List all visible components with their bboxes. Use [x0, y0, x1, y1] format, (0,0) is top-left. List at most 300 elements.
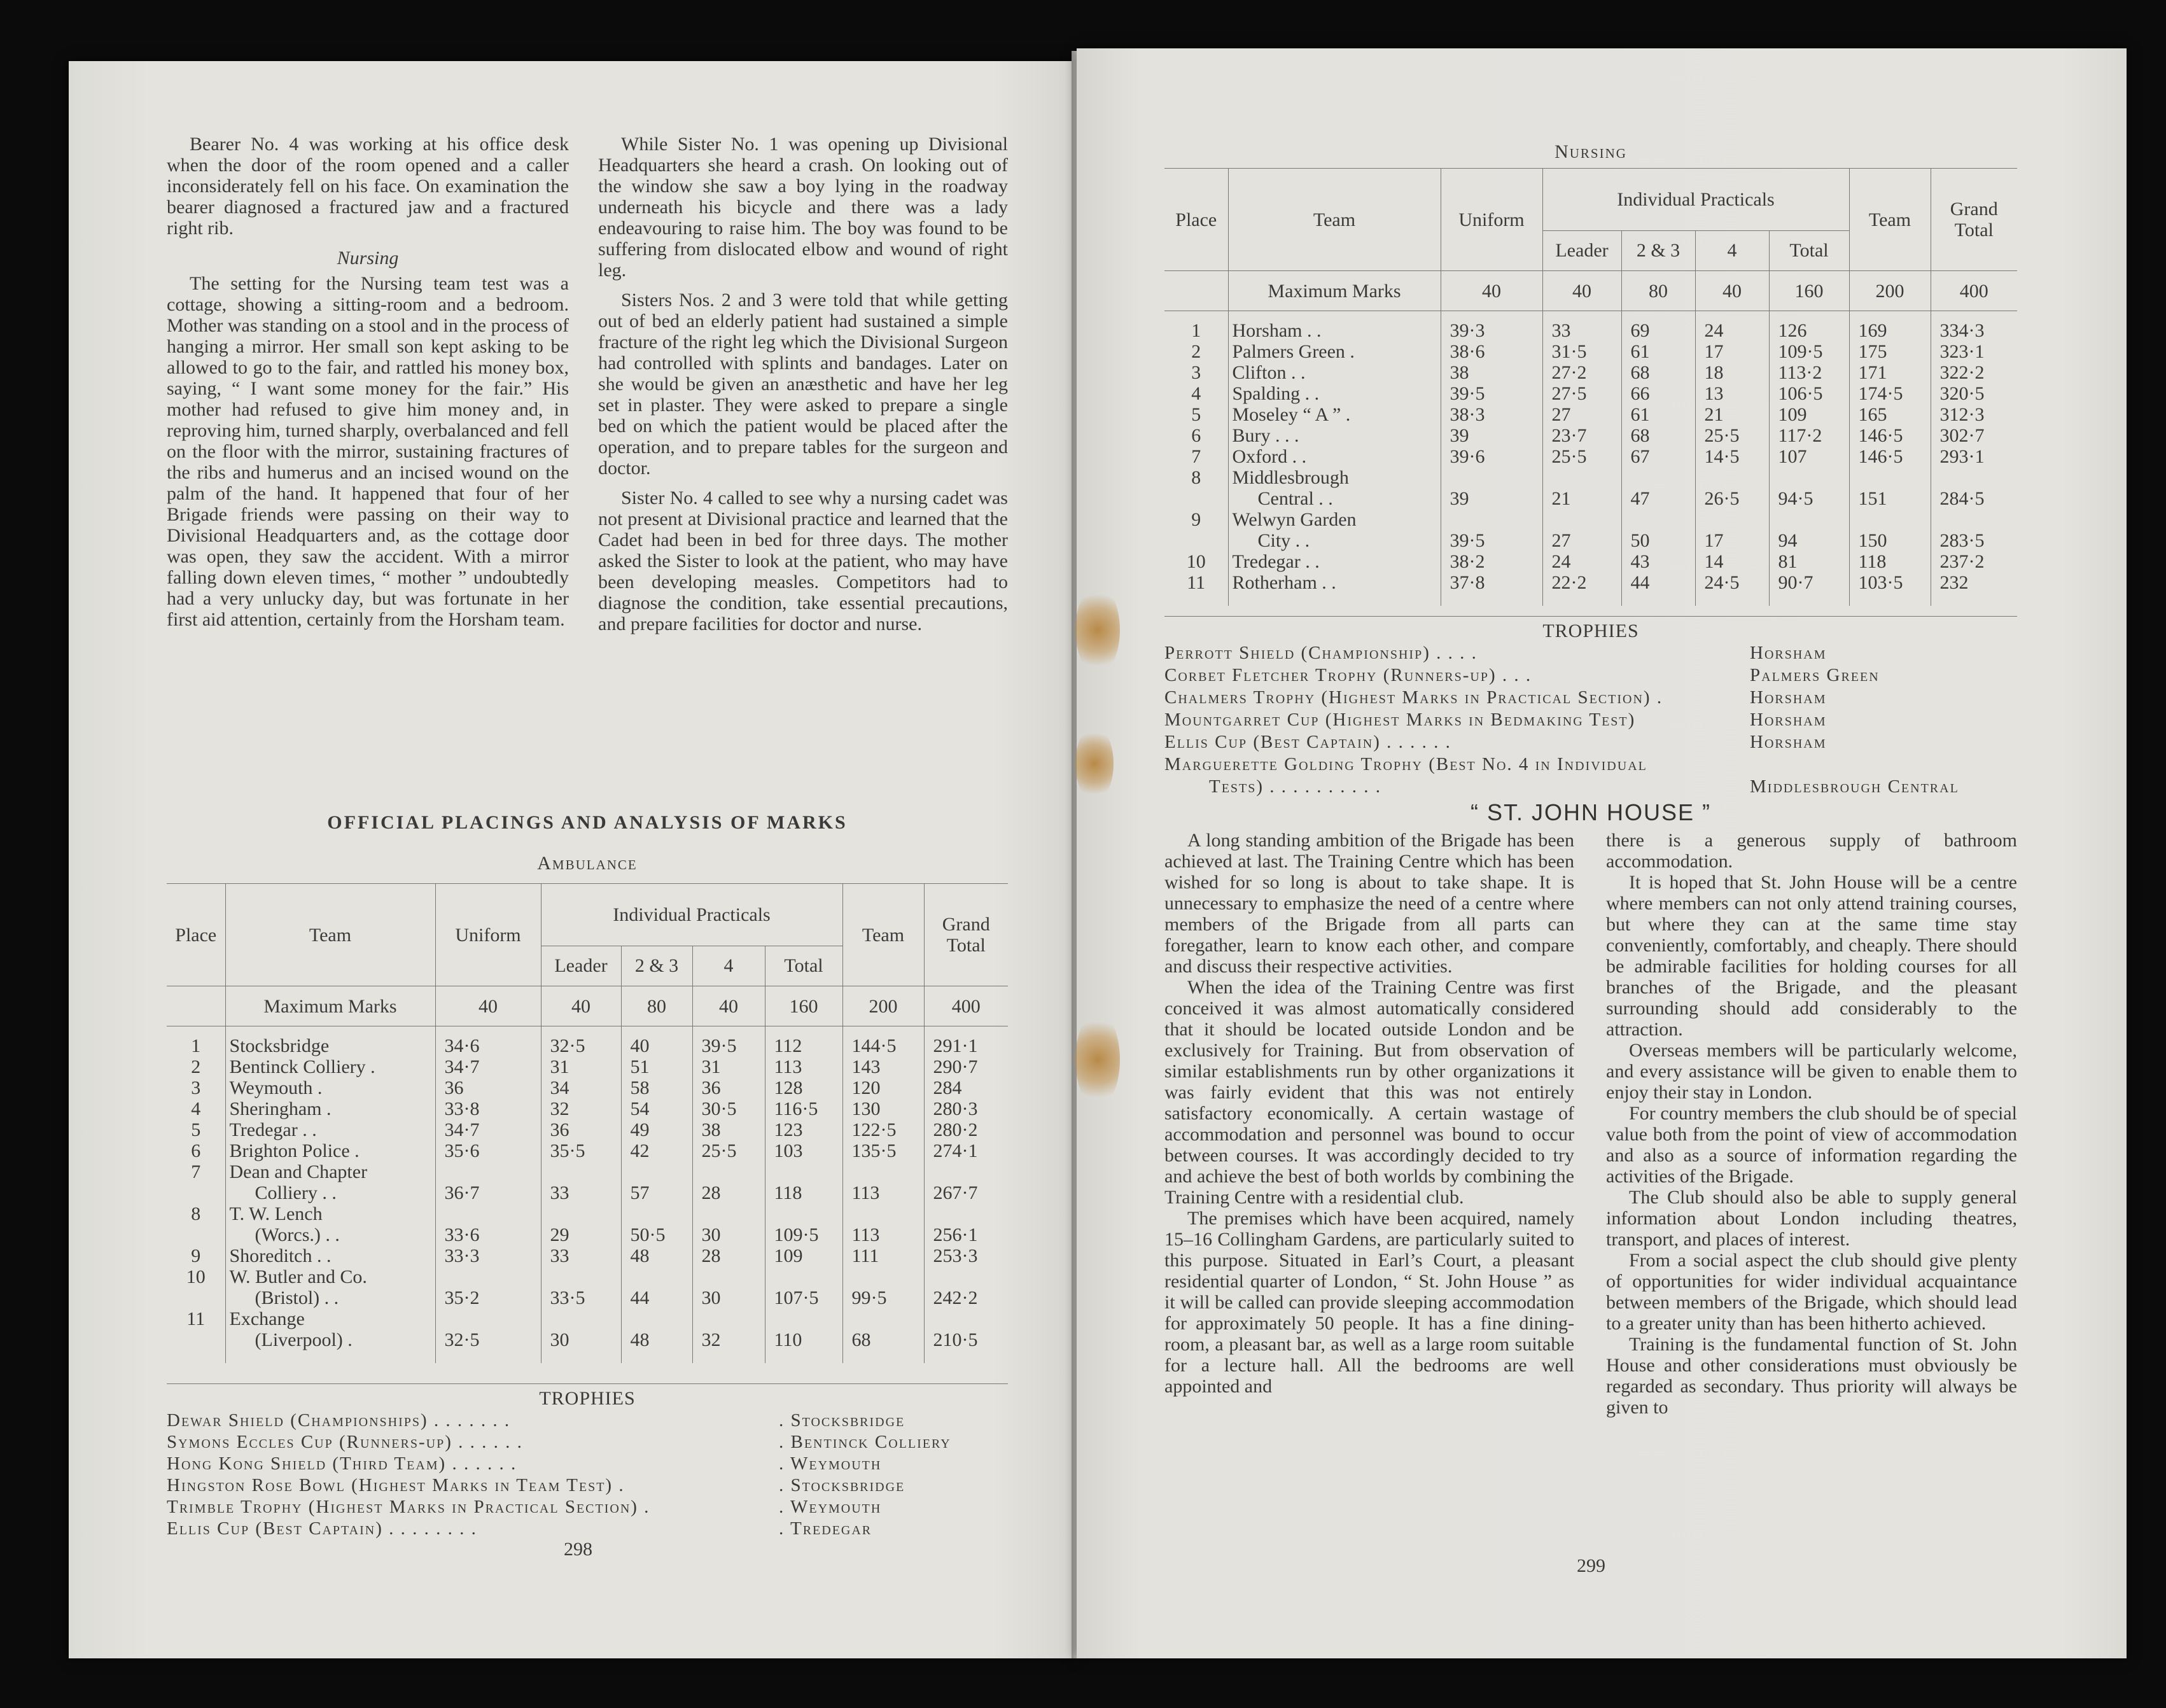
team-name-line: Brighton Police .	[229, 1140, 360, 1161]
table-row	[167, 1077, 1008, 1098]
header-team-marks: Team	[1849, 169, 1931, 271]
trophy-item	[1164, 776, 2017, 798]
trophy-item	[167, 1474, 1008, 1496]
cell-team-marks: 113	[842, 1203, 924, 1245]
cell-total: 109·5	[765, 1203, 842, 1245]
cell-leader: 30	[541, 1308, 621, 1363]
cell-team	[225, 1245, 435, 1266]
trophy-name: Trimble Trophy (Highest Marks in Practical Section) .	[167, 1497, 650, 1517]
cell-leader: 35·5	[541, 1140, 621, 1161]
cell-team-marks: 135·5	[842, 1140, 924, 1161]
cell-team	[225, 1161, 435, 1203]
trophy-winner: Horsham	[1750, 643, 1827, 663]
cell-place: 6	[167, 1140, 225, 1161]
st-john-house-title: “ ST. JOHN HOUSE ”	[1470, 799, 1712, 825]
paragraph: It is hoped that St. John House will be a centre where members can not only attend training courses, but where they can at the same time stay conveniently, comfortably, and cheaply. There should be admirable facilities for holding courses for all branches of the Brigade, and the pleasant surrounding should add considerably to the attraction.	[1606, 872, 2017, 1040]
cell-leader: 33	[541, 1245, 621, 1266]
cell-leader: 27	[1542, 509, 1621, 551]
team-name-line: City . .	[1257, 530, 1310, 551]
cell-two-three: 67	[1621, 446, 1695, 467]
nursing-subheading: Nursing	[337, 248, 399, 269]
cell-place: 11	[1164, 572, 1228, 606]
table-row	[1164, 404, 2017, 425]
cell-team-marks: 150	[1849, 509, 1931, 551]
team-name-line: Bentinck Colliery .	[229, 1056, 375, 1077]
cell-team	[225, 1266, 435, 1308]
cell-team-marks: 171	[1849, 362, 1931, 383]
cell-team	[225, 1203, 435, 1245]
cell-place: 11	[167, 1308, 225, 1363]
trophy-winner: Middlesbrough Central	[1750, 776, 1959, 797]
max-total: 160	[1769, 271, 1849, 311]
trophy-winner: . Weymouth	[779, 1453, 882, 1474]
cell-four: 14·5	[1695, 446, 1769, 467]
cell-team	[225, 1077, 435, 1098]
trophy-item	[167, 1431, 1008, 1453]
cell-uniform: 38·2	[1441, 551, 1542, 572]
nursing-table-wrap	[1164, 168, 2017, 606]
cell-grand-total: 274·1	[933, 1140, 978, 1161]
cell-uniform: 39·5	[1441, 383, 1542, 404]
cell-team-marks: 68	[842, 1308, 924, 1363]
paragraph: Sisters Nos. 2 and 3 were told that while getting out of bed an elderly patient had sustained a simple fracture of the right leg which the Divisional Surgeon had controlled with splints and bandages. Later on she would be given an anæsthetic and have her leg set in plaster. They were asked to prepare a single bed on which the patient would be placed after the operation, and to prepare tables for the surgeon and doctor.	[598, 290, 1008, 479]
team-name-line: Exchange	[229, 1308, 305, 1329]
cell-four: 31	[692, 1056, 765, 1077]
cell-place: 2	[167, 1056, 225, 1077]
cell-place: 2	[1164, 341, 1228, 362]
cell-leader: 33	[541, 1161, 621, 1203]
header-place: Place	[1164, 169, 1228, 271]
cell-total: 128	[765, 1077, 842, 1098]
team-name-line: Welwyn Garden	[1232, 509, 1357, 530]
cell-team-marks: 99·5	[842, 1266, 924, 1308]
cell-grand-total: 323·1	[1939, 341, 1985, 362]
cell-team-marks: 111	[842, 1245, 924, 1266]
cell-team-marks: 151	[1849, 467, 1931, 509]
cell-uniform: 34·6	[435, 1026, 541, 1057]
cell-team-marks: 146·5	[1849, 425, 1931, 446]
team-name-line: Colliery . .	[255, 1182, 337, 1203]
table-row	[167, 1245, 1008, 1266]
cell-grand-total: 312·3	[1939, 404, 1985, 425]
cell-two-three: 57	[621, 1161, 692, 1203]
table-row	[167, 1266, 1008, 1308]
cell-leader: 31·5	[1542, 341, 1621, 362]
header-uniform: Uniform	[1441, 169, 1542, 271]
header-team: Team	[1228, 169, 1441, 271]
cell-uniform: 35·2	[435, 1266, 541, 1308]
left-column-1	[167, 134, 569, 630]
cell-team-marks: 144·5	[842, 1026, 924, 1057]
cell-place: 6	[1164, 425, 1228, 446]
cell-uniform: 33·3	[435, 1245, 541, 1266]
cell-leader: 21	[1542, 467, 1621, 509]
cell-leader: 27·2	[1542, 362, 1621, 383]
right-column-1	[1164, 830, 1574, 1397]
max-2-3: 80	[621, 986, 692, 1026]
cell-team	[1228, 509, 1441, 551]
cell-four: 13	[1695, 383, 1769, 404]
cell-team-marks: 175	[1849, 341, 1931, 362]
cell-team-marks: 130	[842, 1098, 924, 1119]
paragraph: From a social aspect the club should give plenty of opportunities for wider individual acquaintance between members of the Brigade, which should lead to a greater unity than has been hitherto achieved.	[1606, 1250, 2017, 1334]
cell-uniform: 39·5	[1441, 509, 1542, 551]
cell-total: 126	[1769, 311, 1849, 342]
table-row	[1164, 572, 2017, 606]
cell-team-marks: 165	[1849, 404, 1931, 425]
max-team: 200	[1849, 271, 1931, 311]
cell-total: 94·5	[1769, 467, 1849, 509]
cell-team	[225, 1098, 435, 1119]
section-title: OFFICIAL PLACINGS AND ANALYSIS OF MARKS	[327, 812, 848, 833]
page-number-right: 299	[1577, 1555, 1605, 1576]
stain-mark	[1075, 585, 1120, 675]
header-total: Total	[1769, 230, 1849, 270]
trophy-list	[1164, 642, 2017, 798]
cell-place: 7	[167, 1161, 225, 1203]
cell-grand-total: 291·1	[933, 1035, 978, 1056]
cell-total: 118	[765, 1161, 842, 1203]
cell-uniform: 35·6	[435, 1140, 541, 1161]
trophy-name: Symons Eccles Cup (Runners-up) . . . . . .	[167, 1432, 523, 1452]
cell-four: 30	[692, 1203, 765, 1245]
page-number-left: 298	[564, 1539, 592, 1560]
cell-team	[1228, 446, 1441, 467]
cell-grand-total: 320·5	[1939, 383, 1985, 404]
trophy-winner: Horsham	[1750, 732, 1827, 752]
cell-grand-total: 253·3	[933, 1245, 978, 1266]
cell-uniform: 39·3	[1441, 311, 1542, 342]
table-row	[167, 1026, 1008, 1057]
max-marks-label: Maximum Marks	[1228, 271, 1441, 311]
trophy-name: Marguerette Golding Trophy (Best No. 4 in Individual	[1164, 754, 1647, 774]
cell-place: 8	[167, 1203, 225, 1245]
cell-grand-total: 283·5	[1939, 530, 1985, 551]
cell-uniform: 38·6	[1441, 341, 1542, 362]
header-leader: Leader	[1542, 230, 1621, 270]
team-name-line: Stocksbridge	[229, 1035, 330, 1056]
cell-grand-total: 267·7	[933, 1182, 978, 1203]
cell-place: 10	[1164, 551, 1228, 572]
cell-two-three: 61	[1621, 341, 1695, 362]
cell-four: 30·5	[692, 1098, 765, 1119]
header-team: Team	[225, 884, 435, 986]
cell-total: 109·5	[1769, 341, 1849, 362]
cell-leader: 36	[541, 1119, 621, 1140]
cell-place: 10	[167, 1266, 225, 1308]
max-grand-total: 400	[1931, 271, 2017, 311]
team-name-line: Rotherham . .	[1232, 572, 1336, 593]
cell-two-three: 69	[1621, 311, 1695, 342]
team-name-line: Moseley “ A ” .	[1232, 404, 1351, 425]
nursing-table	[1164, 168, 2017, 606]
cell-leader: 24	[1542, 551, 1621, 572]
cell-grand-total: 232	[1939, 572, 1969, 593]
cell-four: 28	[692, 1245, 765, 1266]
header-team-marks: Team	[842, 884, 924, 986]
cell-team-marks: 118	[1849, 551, 1931, 572]
cell-total: 81	[1769, 551, 1849, 572]
cell-grand-total: 210·5	[933, 1329, 978, 1350]
cell-two-three: 50	[1621, 509, 1695, 551]
cell-uniform: 32·5	[435, 1308, 541, 1363]
cell-place: 7	[1164, 446, 1228, 467]
table-row	[1164, 509, 2017, 551]
table-row	[167, 1308, 1008, 1363]
table-row	[1164, 467, 2017, 509]
ambulance-table-wrap	[167, 883, 1008, 1363]
trophy-name: Perrott Shield (Championship) . . . .	[1164, 643, 1478, 663]
trophy-item	[1164, 753, 2017, 776]
cell-four: 21	[1695, 404, 1769, 425]
cell-team	[1228, 572, 1441, 606]
cell-team	[1228, 404, 1441, 425]
cell-uniform: 38	[1441, 362, 1542, 383]
team-name-line: Spalding . .	[1232, 383, 1320, 404]
cell-total: 94	[1769, 509, 1849, 551]
cell-two-three: 47	[1621, 467, 1695, 509]
cell-leader: 27	[1542, 404, 1621, 425]
cell-team-marks: 146·5	[1849, 446, 1931, 467]
table-row	[1164, 383, 2017, 404]
trophy-item	[1164, 709, 2017, 731]
team-name-line: Sheringham .	[229, 1098, 332, 1119]
team-name-line: Tredegar . .	[1232, 551, 1320, 572]
cell-place: 5	[1164, 404, 1228, 425]
max-2-3: 80	[1621, 271, 1695, 311]
trophy-item	[167, 1453, 1008, 1474]
cell-two-three: 42	[621, 1140, 692, 1161]
cell-leader: 25·5	[1542, 446, 1621, 467]
header-2-3: 2 & 3	[621, 946, 692, 986]
cell-team-marks: 120	[842, 1077, 924, 1098]
paragraph: there is a generous supply of bathroom accommodation.	[1606, 830, 2017, 872]
team-name-line: Palmers Green .	[1232, 341, 1355, 362]
cell-four: 18	[1695, 362, 1769, 383]
cell-four: 17	[1695, 341, 1769, 362]
cell-team	[225, 1026, 435, 1057]
trophy-item	[167, 1410, 1008, 1431]
cell-grand-total: 302·7	[1939, 425, 1985, 446]
paragraph: For country members the club should be of special value both from the point of view of accommodation and also as a source of information regarding the activities of the Brigade.	[1606, 1103, 2017, 1187]
cell-two-three: 66	[1621, 383, 1695, 404]
cell-leader: 23·7	[1542, 425, 1621, 446]
cell-grand-total: 322·2	[1939, 362, 1985, 383]
cell-grand-total: 290·7	[933, 1056, 978, 1077]
cell-team-marks: 122·5	[842, 1119, 924, 1140]
trophy-winner: Horsham	[1750, 710, 1827, 730]
table-row	[167, 1119, 1008, 1140]
cell-two-three: 44	[1621, 572, 1695, 606]
cell-team	[225, 1056, 435, 1077]
ambulance-caption: Ambulance	[537, 853, 638, 874]
cell-team-marks: 103·5	[1849, 572, 1931, 606]
cell-place: 9	[167, 1245, 225, 1266]
paragraph: The setting for the Nursing team test was a cottage, showing a sitting-room and a bedroom. Mother was standing on a stool and in the process of hanging a mirror. Her small son kept asking to be allowed to go to the fair, and rattled his money box, saying, “ I want some money for the fair.” His mother had refused to give him money and, in reproving him, turned sharply, overbalanced and fell on the floor with the mirror, sustaining fractures of the ribs and humerus and an incised wound on the palm of the hand. It happened that four of her Brigade friends were passing on their way to Divisional Headquarters and, as the cottage door was open, they saw the accident. With a mirror falling down eleven times, “ mother ” undoubtedly had a very unlucky day, but was fortunate in her first aid attention, certainly from the Horsham team.	[167, 273, 569, 630]
cell-team-marks: 174·5	[1849, 383, 1931, 404]
max-uniform: 40	[435, 986, 541, 1026]
trophy-name: Tests) . . . . . . . . . .	[1209, 776, 1382, 797]
cell-four: 17	[1695, 509, 1769, 551]
max-uniform: 40	[1441, 271, 1542, 311]
cell-total: 107·5	[765, 1266, 842, 1308]
trophies-title: TROPHIES	[1164, 616, 2017, 642]
trophy-winner: . Weymouth	[779, 1497, 882, 1517]
cell-four: 26·5	[1695, 467, 1769, 509]
cell-two-three: 43	[1621, 551, 1695, 572]
table-row	[167, 1056, 1008, 1077]
table-row	[1164, 362, 2017, 383]
nursing-caption: Nursing	[1555, 141, 1627, 162]
cell-grand-total: 280·3	[933, 1098, 978, 1119]
ambulance-table-body	[167, 1026, 1008, 1364]
trophy-item	[1164, 731, 2017, 753]
paragraph: While Sister No. 1 was opening up Divisional Headquarters she heard a crash. On looking out of the window she saw a boy lying in the roadway underneath his bicycle and there was a lady endeavouring to raise him. The boy was found to be suffering from dislocated elbow and wound of right leg.	[598, 134, 1008, 281]
trophy-winner: . Stocksbridge	[779, 1475, 905, 1495]
header-total: Total	[765, 946, 842, 986]
team-name-line: Dean and Chapter	[229, 1161, 368, 1182]
cell-four: 32	[692, 1308, 765, 1363]
header-grand-total: Grand Total	[1931, 169, 2017, 271]
cell-two-three: 58	[621, 1077, 692, 1098]
trophy-winner: . Bentinck Colliery	[779, 1432, 951, 1452]
max-4: 40	[692, 986, 765, 1026]
cell-two-three: 68	[1621, 425, 1695, 446]
max-total: 160	[765, 986, 842, 1026]
cell-total: 109	[765, 1245, 842, 1266]
cell-total: 110	[765, 1308, 842, 1363]
cell-place: 1	[1164, 311, 1228, 342]
paragraph: A long standing ambition of the Brigade has been achieved at last. The Training Centre which has been wished for so long is about to take shape. It is unnecessary to emphasize the need of a centre where members of the Brigade from all parts can foregather, learn to know each other, and compare and discuss their respective activities.	[1164, 830, 1574, 977]
ambulance-table	[167, 883, 1008, 1363]
cell-place: 3	[1164, 362, 1228, 383]
cell-uniform: 36·7	[435, 1161, 541, 1203]
cell-team	[1228, 341, 1441, 362]
cell-leader: 34	[541, 1077, 621, 1098]
cell-two-three: 48	[621, 1245, 692, 1266]
stain-mark	[1075, 1012, 1120, 1107]
table-row	[1164, 425, 2017, 446]
cell-team	[225, 1308, 435, 1363]
cell-team	[1228, 551, 1441, 572]
cell-grand-total: 284	[933, 1077, 962, 1098]
cell-uniform: 34·7	[435, 1119, 541, 1140]
cell-total: 116·5	[765, 1098, 842, 1119]
trophy-name: Dewar Shield (Championships) . . . . . . .	[167, 1410, 511, 1431]
header-grand-total: Grand Total	[924, 884, 1008, 986]
cell-four: 30	[692, 1266, 765, 1308]
cell-team	[1228, 383, 1441, 404]
cell-uniform: 39·6	[1441, 446, 1542, 467]
cell-two-three: 40	[621, 1026, 692, 1057]
team-name-line: Weymouth .	[229, 1077, 323, 1098]
cell-four: 36	[692, 1077, 765, 1098]
header-4: 4	[692, 946, 765, 986]
cell-four: 28	[692, 1161, 765, 1203]
cell-four: 24	[1695, 311, 1769, 342]
cell-total: 90·7	[1769, 572, 1849, 606]
trophy-name: Ellis Cup (Best Captain) . . . . . . . .	[167, 1518, 477, 1539]
team-name-line: (Liverpool) .	[255, 1329, 353, 1350]
trophy-name: Mountgarret Cup (Highest Marks in Bedmaking Test)	[1164, 710, 1636, 730]
trophy-winner: . Stocksbridge	[779, 1410, 905, 1431]
table-row	[167, 1161, 1008, 1203]
nursing-trophies	[1164, 616, 2017, 798]
cell-uniform: 39	[1441, 467, 1542, 509]
cell-leader: 32	[541, 1098, 621, 1119]
cell-grand-total: 256·1	[933, 1224, 978, 1245]
cell-leader: 27·5	[1542, 383, 1621, 404]
left-column-2	[598, 134, 1008, 634]
team-name-line: T. W. Lench	[229, 1203, 323, 1224]
cell-uniform: 34·7	[435, 1056, 541, 1077]
paragraph: The premises which have been acquired, namely 15–16 Collingham Gardens, are particularly suited to this purpose. Situated in Earl’s Court, a pleasant residential quarter of London, “ St. John House ” as it will be called can provide sleeping accommodation for approximately 50 people. It has a fine dining-room, a pleasant bar, as well as a large room suitable for a lecture hall. All the bedrooms are well appointed and	[1164, 1208, 1574, 1397]
trophy-item	[1164, 687, 2017, 709]
cell-total: 109	[1769, 404, 1849, 425]
cell-two-three: 54	[621, 1098, 692, 1119]
cell-total: 113	[765, 1056, 842, 1077]
cell-team	[1228, 467, 1441, 509]
cell-uniform: 33·6	[435, 1203, 541, 1245]
paragraph: Bearer No. 4 was working at his office desk when the door of the room opened and a caller inconsiderately fell on his face. On examination the bearer diagnosed a fractured jaw and a fractured right rib.	[167, 134, 569, 239]
cell-uniform: 33·8	[435, 1098, 541, 1119]
paragraph: The Club should also be able to supply general information about London including theatres, transport, and places of interest.	[1606, 1187, 2017, 1250]
cell-four: 38	[692, 1119, 765, 1140]
trophy-winner	[1750, 753, 2017, 776]
cell-total: 106·5	[1769, 383, 1849, 404]
cell-four: 39·5	[692, 1026, 765, 1057]
header-place: Place	[167, 884, 225, 986]
header-leader: Leader	[541, 946, 621, 986]
cell-two-three: 50·5	[621, 1203, 692, 1245]
table-row	[1164, 446, 2017, 467]
cell-leader: 33	[1542, 311, 1621, 342]
table-row	[1164, 551, 2017, 572]
cell-two-three: 51	[621, 1056, 692, 1077]
cell-leader: 29	[541, 1203, 621, 1245]
max-grand-total: 400	[924, 986, 1008, 1026]
cell-total: 113·2	[1769, 362, 1849, 383]
cell-two-three: 61	[1621, 404, 1695, 425]
nursing-table-body	[1164, 311, 2017, 606]
cell-grand-total: 293·1	[1939, 446, 1985, 467]
cell-place: 4	[167, 1098, 225, 1119]
cell-four: 14	[1695, 551, 1769, 572]
cell-leader: 22·2	[1542, 572, 1621, 606]
cell-two-three: 68	[1621, 362, 1695, 383]
cell-team-marks: 143	[842, 1056, 924, 1077]
trophy-item	[167, 1496, 1008, 1518]
team-name-line: Middlesbrough	[1232, 467, 1349, 488]
cell-total: 107	[1769, 446, 1849, 467]
trophy-winner: Palmers Green	[1750, 665, 1880, 685]
cell-leader: 32·5	[541, 1026, 621, 1057]
table-row	[167, 1203, 1008, 1245]
ambulance-trophies	[167, 1383, 1008, 1539]
max-marks-label: Maximum Marks	[225, 986, 435, 1026]
cell-grand-total: 242·2	[933, 1287, 978, 1308]
trophy-list	[167, 1410, 1008, 1539]
cell-uniform: 39	[1441, 425, 1542, 446]
team-name-line: Central . .	[1257, 488, 1333, 509]
table-row	[1164, 311, 2017, 342]
table-row	[167, 1140, 1008, 1161]
cell-place: 3	[167, 1077, 225, 1098]
cell-grand-total: 280·2	[933, 1119, 978, 1140]
cell-leader: 31	[541, 1056, 621, 1077]
team-name-line: Horsham . .	[1232, 320, 1322, 341]
trophy-name: Chalmers Trophy (Highest Marks in Practical Section) .	[1164, 687, 1663, 708]
